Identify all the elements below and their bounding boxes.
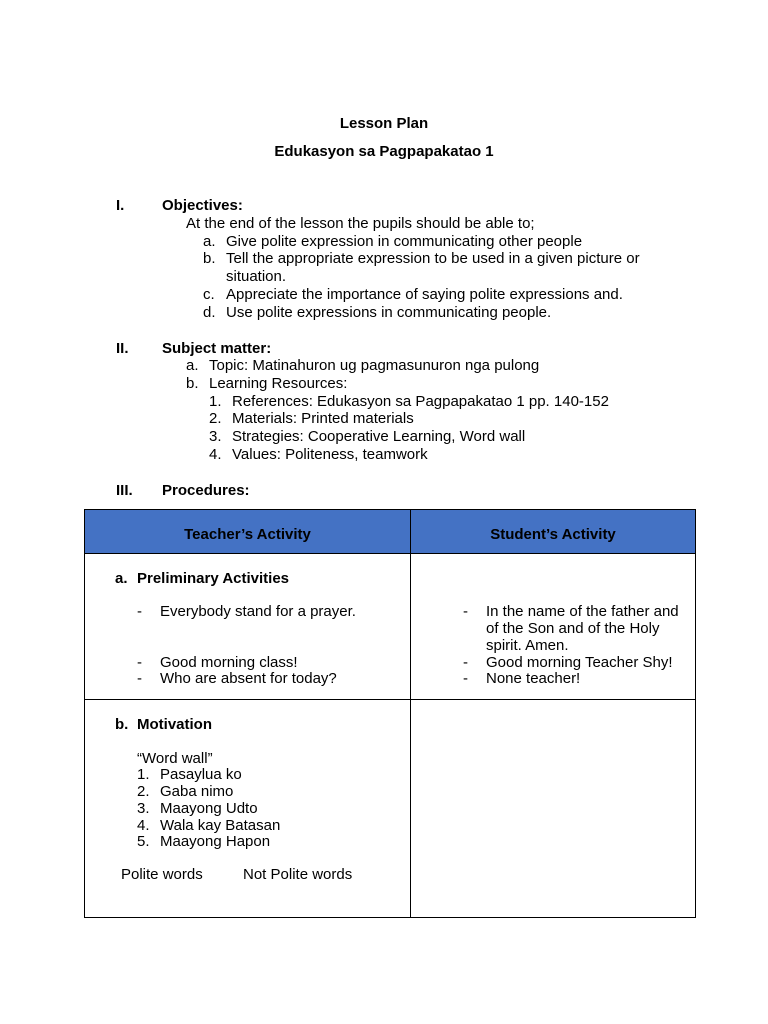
resource-text: References: Edukasyon sa Pagpapakatao 1 pp. 140-152 (232, 393, 609, 410)
teacher-line: Who are absent for today? (160, 670, 337, 687)
document-title: Lesson Plan (339, 115, 429, 132)
objective-marker: d. (203, 304, 216, 321)
topic-marker: a. (186, 357, 199, 374)
objective-marker: a. (203, 233, 216, 250)
student-bullet: - (463, 603, 468, 620)
objective-marker: b. (203, 250, 216, 267)
objective-text: Tell the appropriate expression to be used in a given picture or (226, 250, 640, 267)
topic-text: Topic: Matinahuron ug pagmasunuron nga pulong (209, 357, 540, 374)
student-line: spirit. Amen. (486, 637, 569, 654)
resources-label: Learning Resources: (209, 375, 348, 392)
resources-marker: b. (186, 375, 199, 392)
word-item: Wala kay Batasan (160, 817, 281, 834)
objective-text: Give polite expression in communicating other people (226, 233, 583, 250)
word-marker: 5. (137, 833, 150, 850)
resource-text: Values: Politeness, teamwork (232, 446, 428, 463)
word-item: Gaba nimo (160, 783, 234, 800)
column-divider (410, 510, 411, 917)
resource-marker: 4. (209, 446, 222, 463)
objectives-intro: At the end of the lesson the pupils should be able to; (186, 215, 535, 232)
word-wall-title: “Word wall” (137, 750, 213, 767)
word-marker: 3. (137, 800, 150, 817)
row-divider (85, 699, 695, 700)
student-bullet: - (463, 654, 468, 671)
polite-words-label: Polite words (121, 866, 203, 883)
word-item: Maayong Hapon (160, 833, 271, 850)
not-polite-words-label: Not Polite words (243, 866, 353, 883)
objective-marker: c. (203, 286, 215, 303)
word-marker: 4. (137, 817, 150, 834)
student-line: Good morning Teacher Shy! (486, 654, 673, 671)
objectives-heading: Objectives: (162, 197, 243, 214)
subject-heading: Subject matter: (162, 340, 272, 357)
student-bullet: - (463, 670, 468, 687)
objective-text: Use polite expressions in communicating people. (226, 304, 552, 321)
subject-numeral: II. (116, 340, 129, 357)
teacher-bullet: - (137, 670, 142, 687)
word-item: Maayong Udto (160, 800, 258, 817)
preliminary-marker: a. (115, 570, 128, 587)
student-line: of the Son and of the Holy (486, 620, 660, 637)
resource-marker: 2. (209, 410, 222, 427)
teacher-line: Everybody stand for a prayer. (160, 603, 356, 620)
student-line: In the name of the father and (486, 603, 679, 620)
motivation-title: Motivation (137, 716, 212, 733)
teacher-bullet: - (137, 654, 142, 671)
teacher-activity-header: Teacher’s Activity (184, 526, 311, 543)
objective-text: Appreciate the importance of saying polite expressions and. (226, 286, 623, 303)
motivation-marker: b. (115, 716, 129, 733)
student-activity-header: Student’s Activity (490, 526, 616, 543)
procedures-numeral: III. (116, 482, 133, 499)
preliminary-title: Preliminary Activities (137, 570, 290, 587)
resource-marker: 3. (209, 428, 222, 445)
activity-table (84, 509, 696, 918)
teacher-bullet: - (137, 603, 142, 620)
document-subtitle: Edukasyon sa Pagpapakatao 1 (274, 143, 494, 160)
word-marker: 2. (137, 783, 150, 800)
resource-text: Strategies: Cooperative Learning, Word wall (232, 428, 526, 445)
objective-text-continued: situation. (226, 268, 287, 285)
student-line: None teacher! (486, 670, 581, 687)
word-marker: 1. (137, 766, 150, 783)
objectives-numeral: I. (116, 197, 125, 214)
word-item: Pasaylua ko (160, 766, 242, 783)
teacher-line: Good morning class! (160, 654, 298, 671)
resource-text: Materials: Printed materials (232, 410, 414, 427)
procedures-heading: Procedures: (162, 482, 250, 499)
resource-marker: 1. (209, 393, 222, 410)
